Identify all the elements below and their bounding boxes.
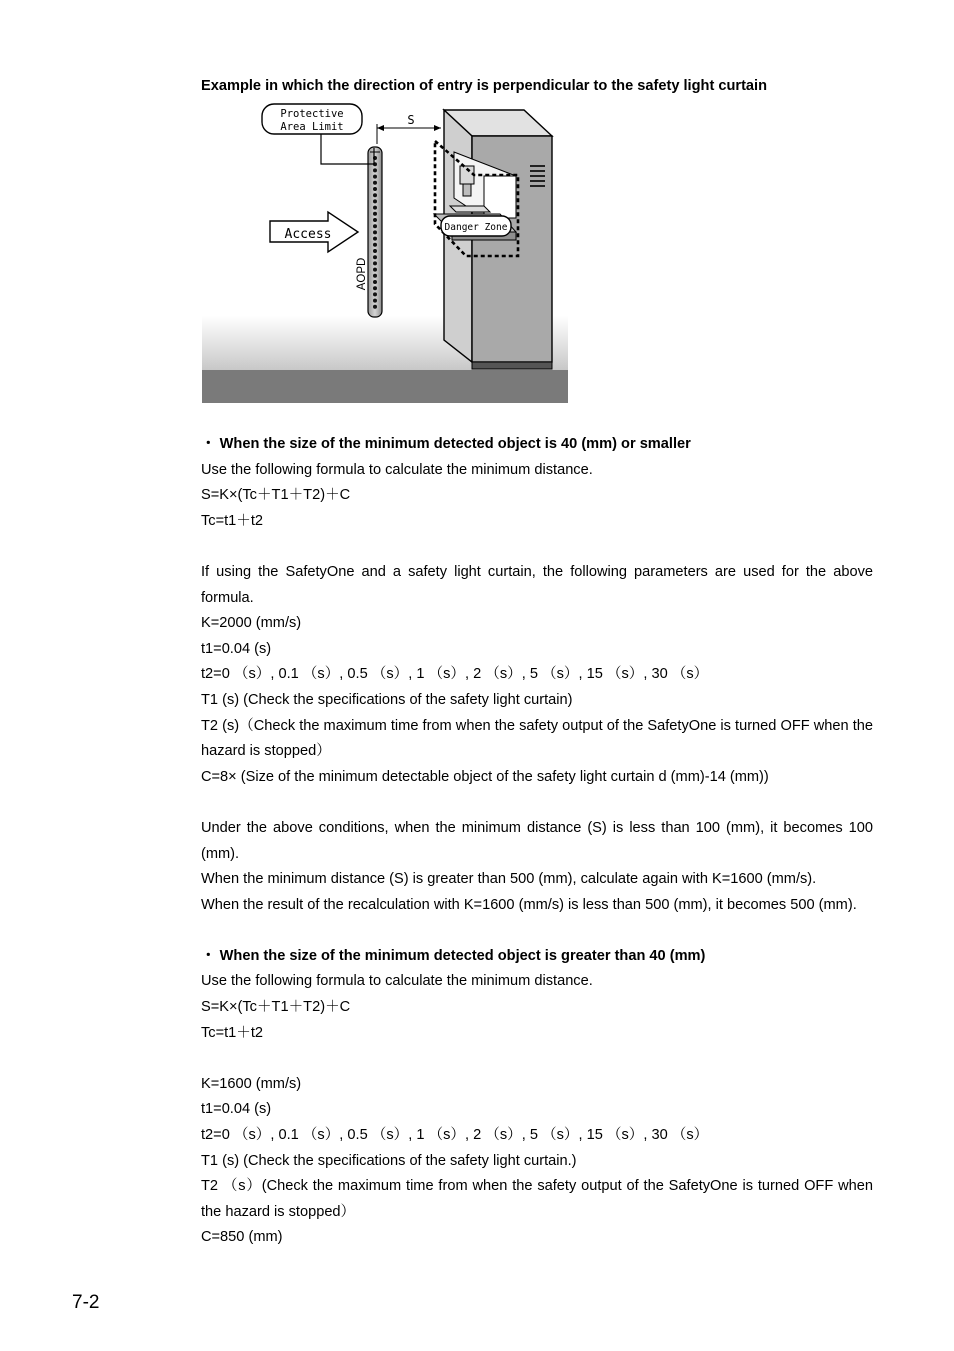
body-text	[201, 432, 873, 1251]
section1-tc: Tc=t1＋t2	[201, 512, 264, 529]
aopd-beam-dot	[373, 299, 377, 303]
aopd-beam-dot	[373, 274, 377, 278]
aopd-beam-dot	[373, 168, 377, 172]
aopd-beam-dot	[373, 181, 377, 185]
aopd-beam-dot	[373, 218, 377, 222]
section1-heading: ・ When the size of the minimum detected object is 40 (mm) or smaller	[201, 436, 691, 452]
page-number: 7-2	[72, 1292, 100, 1313]
section2-T1: T1 (s) (Check the specifications of the safety light curtain.)	[201, 1152, 577, 1169]
s-label: S	[407, 113, 415, 127]
aopd-beam-dot	[373, 268, 377, 272]
aopd-beam-dot	[373, 230, 377, 234]
section1-T1: T1 (s) (Check the specifications of the safety light curtain)	[201, 691, 573, 708]
protective-label-2: Area Limit	[280, 121, 344, 133]
figure-title: Example in which the direction of entry is perpendicular to the safety light curtain	[201, 78, 768, 94]
aopd-beam-dot	[373, 187, 377, 191]
section1-intro: Use the following formula to calculate the minimum distance.	[201, 461, 593, 478]
section2-C: C=850 (mm)	[201, 1229, 283, 1246]
aopd-beam-dot	[373, 199, 377, 203]
aopd-beam-dot	[373, 224, 377, 228]
section2-t1: t1=0.04 (s)	[201, 1101, 272, 1118]
section2-tc: Tc=t1＋t2	[201, 1024, 264, 1041]
section1-note1: Under the above conditions, when the minimum distance (S) is less than 100 (mm), it becomes 100 (mm).	[201, 819, 873, 862]
section2-formula: S=K×(Tc＋T1＋T2)＋C	[201, 999, 351, 1016]
aopd-beam-dot	[373, 255, 377, 259]
aopd-beam-dot	[373, 206, 377, 210]
section2-t2: t2=0 （s）, 0.1 （s）, 0.5 （s）, 1 （s）, 2 （s）, 5 （s）, 15 （s）, 30 （s）	[201, 1127, 709, 1144]
aopd-beam-dot	[373, 305, 377, 309]
access-label: Access	[284, 227, 332, 242]
section1-T2: T2 (s)（Check the maximum time from when the safety output of the SafetyOne is turned OFF when the hazard is stopped）	[201, 717, 873, 760]
safety-diagram	[202, 100, 568, 403]
aopd-beam-dot	[373, 249, 377, 253]
floor	[202, 370, 568, 403]
aopd-beam-dot	[373, 261, 377, 265]
section1-t2: t2=0 （s）, 0.1 （s）, 0.5 （s）, 1 （s）, 2 （s）, 5 （s）, 15 （s）, 30 （s）	[201, 666, 709, 683]
section1-k: K=2000 (mm/s)	[201, 615, 302, 632]
aopd-beam-dot	[373, 175, 377, 179]
section1-params-intro: If using the SafetyOne and a safety light curtain, the following parameters are used for the above formula.	[201, 563, 873, 606]
section2-T2: T2 （s）(Check the maximum time from when the safety output of the SafetyOne is turned OFF when the hazard is stopped）	[201, 1178, 873, 1220]
section1-C: C=8× (Size of the minimum detectable object of the safety light curtain d (mm)-14 (mm))	[201, 768, 769, 785]
section2-k: K=1600 (mm/s)	[201, 1075, 302, 1092]
aopd-label: AOPD	[356, 257, 368, 291]
section2-intro: Use the following formula to calculate the minimum distance.	[201, 973, 593, 990]
aopd-beam-dot	[373, 292, 377, 296]
aopd-beam-dot	[373, 243, 377, 247]
aopd-beam-dot	[373, 237, 377, 241]
protective-label-1: Protective	[280, 108, 344, 120]
danger-zone-label: Danger Zone	[444, 222, 508, 233]
section1-note2: When the minimum distance (S) is greater than 500 (mm), calculate again with K=1600 (mm/s).	[201, 871, 817, 888]
section1-note3: When the result of the recalculation with K=1600 (mm/s) is less than 500 (mm), it becomes 500 (mm).	[201, 896, 857, 913]
machine	[434, 110, 552, 369]
aopd-beam-dot	[373, 193, 377, 197]
section1-formula: S=K×(Tc＋T1＋T2)＋C	[201, 487, 351, 504]
aopd-beam-dot	[373, 212, 377, 216]
aopd-beam-dot	[373, 280, 377, 284]
protective-leader	[321, 134, 374, 164]
section1-t1: t1=0.04 (s)	[201, 640, 272, 657]
aopd-beam-dot	[373, 286, 377, 290]
section2-heading: ・ When the size of the minimum detected object is greater than 40 (mm)	[201, 947, 706, 964]
